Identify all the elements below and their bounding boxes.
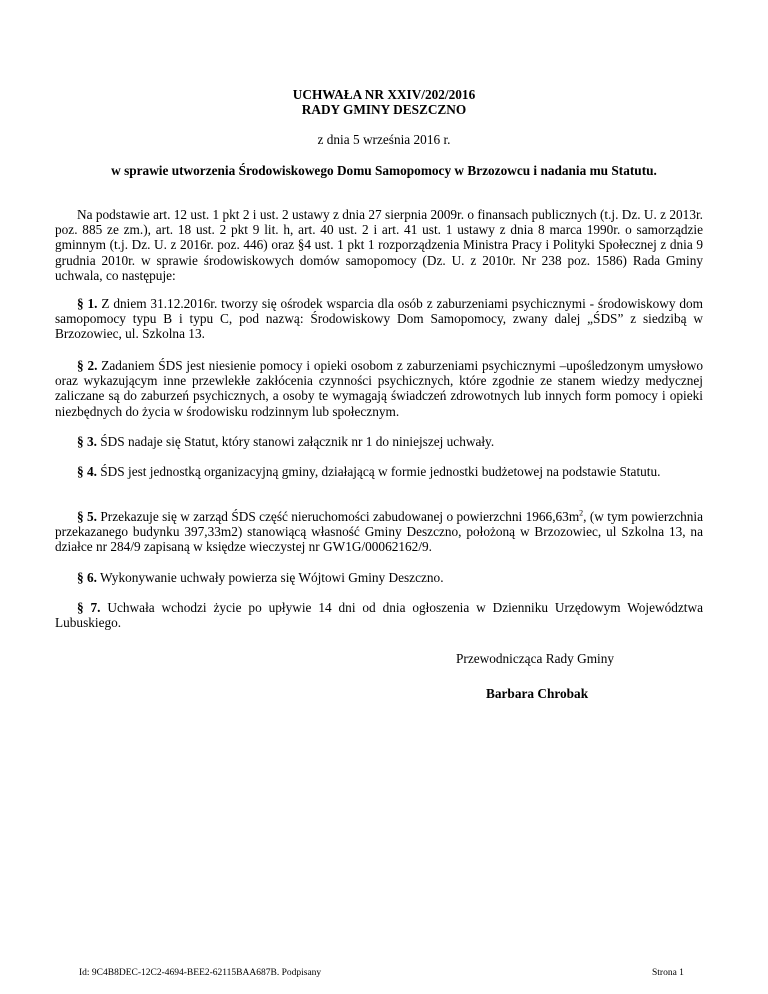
resolution-title: UCHWAŁA NR XXIV/202/2016 (292, 87, 476, 102)
section-text: Z dniem 31.12.2016r. tworzy się ośrodek wsparcia dla osób z zaburzeniami psychicznymi - środowiskowy dom samopomocy typu B i typu C, pod nazwą: Środowiskowy Dom Samopomocy, zwany dalej „ŚDS” z siedzibą w Brzozowiec, ul. Szkolna 13. (55, 296, 703, 342)
section-number: § 6. (77, 570, 97, 585)
footer-document-id: Id: 9C4B8DEC-12C2-4694-BEE2-62115BAA687B. Podpisany (79, 968, 322, 978)
section-text: Zadaniem ŚDS jest niesienie pomocy i opieki osobom z zaburzeniami psychicznymi –upośledzonym umysłowo oraz wykazującym inne przewlekłe zakłócenia czynności psychicznych, które zgodnie ze stanem wiedzy medycznej zaliczane są do zaburzeń psychicznych, a osoby te wymagają świadczeń zdrowotnych lub innych form pomocy i opieki niezbędnych do życia w środowisku rodzinnym lub społecznym. (55, 358, 704, 419)
preamble (55, 207, 703, 283)
council-name: RADY GMINY DESZCZNO (301, 102, 467, 117)
section-number: § 3. (77, 434, 97, 449)
section-number: § 4. (77, 464, 97, 479)
section-text-before: Przekazuje się w zarząd ŚDS część nieruchomości zabudowanej o powierzchni 1966,63m (100, 509, 580, 524)
superscript: 2 (579, 508, 584, 518)
section-number: § 5. (77, 509, 98, 524)
section-number: § 2. (77, 358, 98, 373)
section-number: § 7. (77, 600, 101, 615)
section-6 (55, 570, 703, 585)
signature-name: Barbara Chrobak (486, 686, 589, 701)
section-number: § 1. (77, 296, 98, 311)
section-5 (55, 509, 703, 555)
section-text-after: , (w tym powierzchnia przekazanego budynku 397,33m2) stanowiącą własność Gminy Deszczno, położoną w Brzozowiec, ul Szkolna 13, na działce nr 284/9 zapisaną w księdze wieczystej nr GW1G/00062162/9. (55, 509, 703, 555)
resolution-subject: w sprawie utworzenia Środowiskowego Domu Samopomocy w Brzozowcu i nadania mu Statutu. (111, 163, 657, 178)
footer-page-number: Strona 1 (652, 968, 684, 978)
section-text: ŚDS nadaje się Statut, który stanowi załącznik nr 1 do niniejszej uchwały. (100, 434, 495, 449)
section-text: Uchwała wchodzi życie po upływie 14 dni od dnia ogłoszenia w Dzienniku Urzędowym Województwa Lubuskiego. (55, 600, 703, 631)
preamble-text: Na podstawie art. 12 ust. 1 pkt 2 i ust. 2 ustawy z dnia 27 sierpnia 2009r. o finansach publicznych (t.j. Dz. U. z 2013r. poz. 885 ze zm.), art. 18 ust. 2 pkt 9 lit. h, art. 40 ust. 2 i art. 41 ust. 1 ustawy z dnia 8 marca 1990r. o samorządzie gminnym (t.j. Dz. U. z 2016r. poz. 446) oraz §4 ust. 1 pkt 1 rozporządzenia Ministra Pracy i Polityki Społecznej z dnia 9 grudnia 2010r. w sprawie środowiskowych domów samopomocy (Dz. U. z 2010r. Nr 238 poz. 1586) Rada Gminy uchwala, co następuje: (55, 207, 703, 283)
section-3 (55, 434, 703, 449)
section-1 (55, 296, 703, 342)
section-7 (55, 600, 703, 630)
section-text: ŚDS jest jednostką organizacyjną gminy, działającą w formie jednostki budżetowej na podstawie Statutu. (100, 464, 661, 479)
section-2 (55, 358, 703, 419)
section-4 (55, 464, 703, 479)
section-text: Wykonywanie uchwały powierza się Wójtowi Gminy Deszczno. (100, 570, 444, 585)
signature-role: Przewodnicząca Rady Gminy (456, 651, 615, 666)
resolution-date: z dnia 5 września 2016 r. (317, 132, 451, 147)
